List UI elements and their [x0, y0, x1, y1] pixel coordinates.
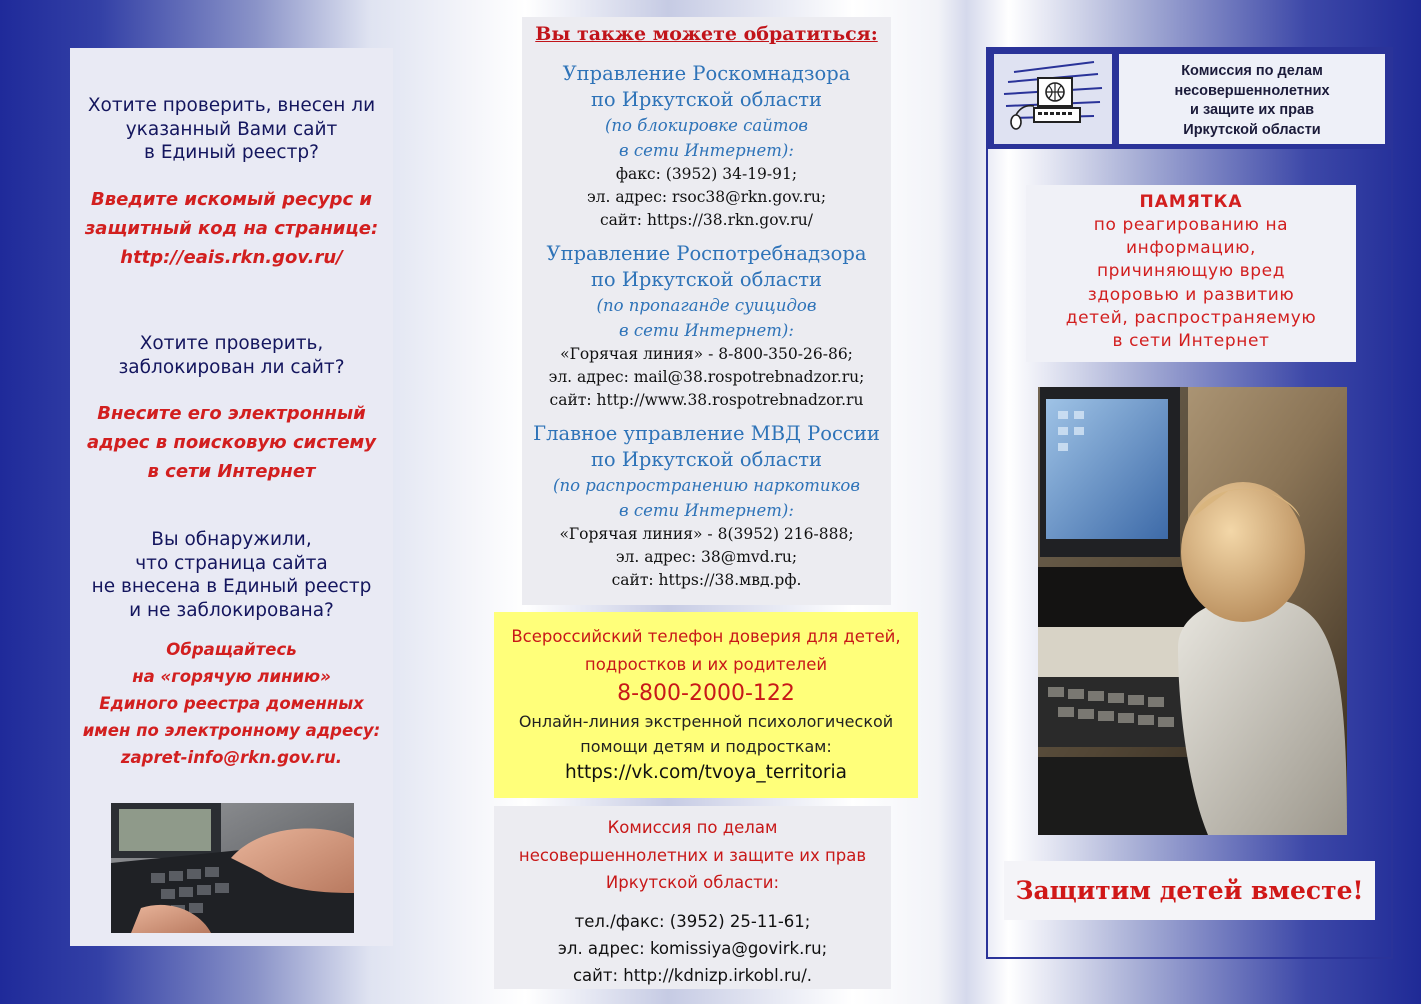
org-hotline: «Горячая линия» - 8(3952) 216-888;	[559, 525, 854, 543]
org-purpose: (по блокировке сайтов в сети Интернет):	[604, 116, 809, 160]
hotline-title: Всероссийский телефон доверия для детей, подростков и их родителей	[511, 627, 901, 674]
hotline-box	[494, 612, 918, 798]
answer-registry: Введите искомый ресурс и защитный код на странице: http://eais.rkn.gov.ru/	[84, 189, 379, 268]
hotline-subtitle: Онлайн-линия экстренной психологической помощи детям и подросткам:	[518, 712, 894, 756]
org-email: эл. адрес: 38@mvd.ru;	[615, 548, 798, 566]
memo-body: по реагированию на информацию, причиняющую вред здоровью и развитию детей, распространяемую в сети Интернет	[1065, 215, 1317, 352]
org-site: сайт: https://38.rkn.gov.ru/	[599, 211, 814, 229]
cover-header-text: Комиссия по делам несовершеннолетних и защите их прав Иркутской области	[1119, 54, 1385, 144]
memo-box	[1026, 185, 1356, 362]
org-roskomnadzor	[522, 61, 891, 232]
org-name: Управление Роскомнадзора по Иркутской области	[562, 62, 851, 111]
answer-hotline: Обращайтесь на «горячую линию» Единого реестра доменных имен по электронному адресу: zapret-info@rkn.gov.ru.	[82, 640, 381, 767]
org-purpose: (по распространению наркотиков в сети Интернет):	[553, 476, 860, 520]
contacts-panel	[522, 17, 891, 605]
org-email: эл. адрес: rsoc38@rkn.gov.ru;	[586, 188, 827, 206]
answer-blocked: Внесите его электронный адрес в поисковую систему в сети Интернет	[87, 403, 376, 482]
hotline-url: https://vk.com/tvoya_territoria	[565, 762, 847, 783]
org-site: сайт: http://www.38.rospotrebnadzor.ru	[549, 391, 864, 409]
commission-name: Комиссия по делам несовершеннолетних и защите их прав Иркутской области:	[518, 818, 867, 892]
cover-header	[988, 49, 1391, 149]
org-purpose: (по пропаганде суицидов в сети Интернет):	[596, 296, 817, 340]
org-hotline: «Горячая линия» - 8-800-350-26-86;	[560, 345, 853, 363]
commission-site: сайт: http://kdnizp.irkobl.ru/.	[572, 965, 813, 985]
org-email: эл. адрес: mail@38.rospotrebnadzor.ru;	[548, 368, 865, 386]
commission-email: эл. адрес: komissiya@govirk.ru;	[557, 938, 828, 958]
contacts-title: Вы также можете обратиться:	[535, 23, 878, 45]
slogan: Защитим детей вместе!	[1004, 861, 1375, 920]
question-not-listed: Вы обнаружили, что страница сайта не внесена в Единый реестр и не заблокирована?	[91, 529, 372, 621]
org-rospotrebnadzor	[522, 241, 891, 412]
org-mvd	[522, 421, 891, 592]
keyboard-photo	[111, 803, 354, 933]
org-name: Управление Роспотребнадзора по Иркутской области	[546, 242, 867, 291]
left-panel	[70, 48, 393, 946]
hotline-phone: 8-800-2000-122	[617, 681, 795, 706]
question-blocked: Хотите проверить, заблокирован ли сайт?	[118, 333, 345, 378]
commission-phone: тел./факс: (3952) 25-11-61;	[574, 911, 811, 931]
org-name: Главное управление МВД России по Иркутской области	[533, 422, 880, 471]
org-fax: факс: (3952) 34-19-91;	[615, 165, 798, 183]
computer-globe-icon	[994, 54, 1112, 144]
memo-title: ПАМЯТКА	[1139, 192, 1243, 212]
commission-box	[494, 806, 891, 989]
org-site: сайт: https://38.мвд.рф.	[611, 571, 802, 589]
question-registry: Хотите проверить, внесен ли указанный Вами сайт в Единый реестр?	[87, 95, 376, 163]
child-at-computer-photo	[1038, 387, 1347, 835]
